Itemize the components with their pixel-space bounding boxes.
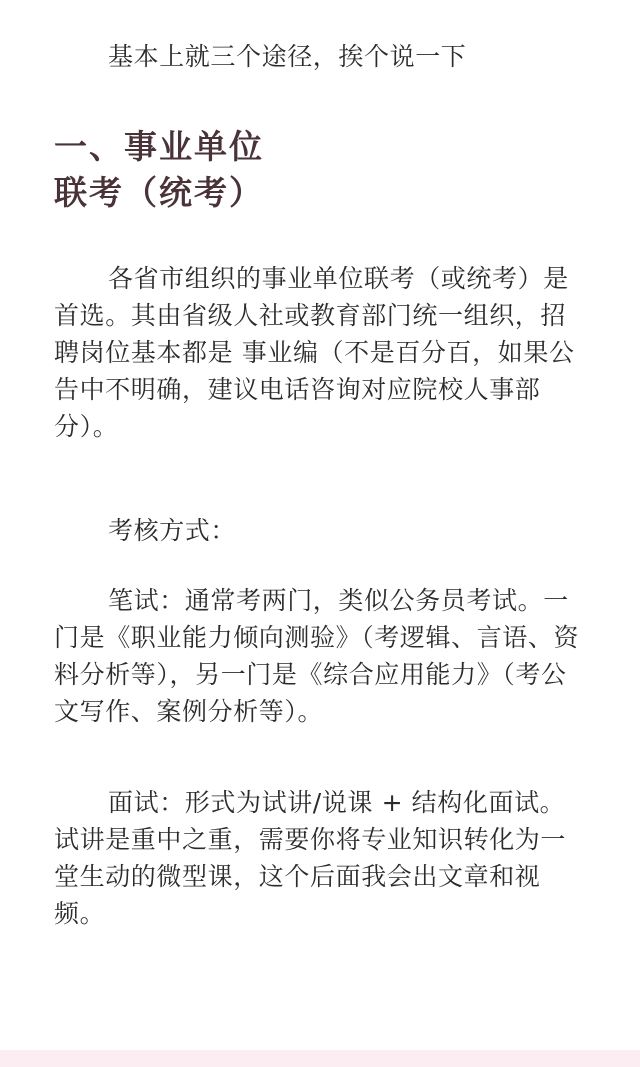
section-heading — [54, 124, 586, 216]
intro-paragraph: 基本上就三个途径，挨个说一下 — [108, 42, 467, 71]
bottom-divider-band — [0, 1050, 640, 1067]
interview-paragraph: 面试：形式为试讲/说课 + 结构化面试。试讲是重中之重，需要你将专业知识转化为一堂生动的微型课，这个后面我会出文章和视频。 — [54, 788, 567, 928]
overview-paragraph: 各省市组织的事业单位联考（或统考）是首选。其由省级人社或教育部门统一组织，招聘岗位基本都是 事业编（不是百分百，如果公告中不明确，建议电话咨询对应院校人事部分）。 — [54, 264, 575, 441]
section-heading-line2: 联考（统考） — [54, 173, 264, 212]
written-exam-paragraph: 笔试：通常考两门，类似公务员考试。一门是《职业能力倾向测验》（考逻辑、言语、资料分析等），另一门是《综合应用能力》（考公文写作、案例分析等）。 — [54, 586, 580, 726]
section-heading-line1: 一、事业单位 — [54, 127, 264, 166]
assessment-label: 考核方式： — [108, 516, 237, 545]
